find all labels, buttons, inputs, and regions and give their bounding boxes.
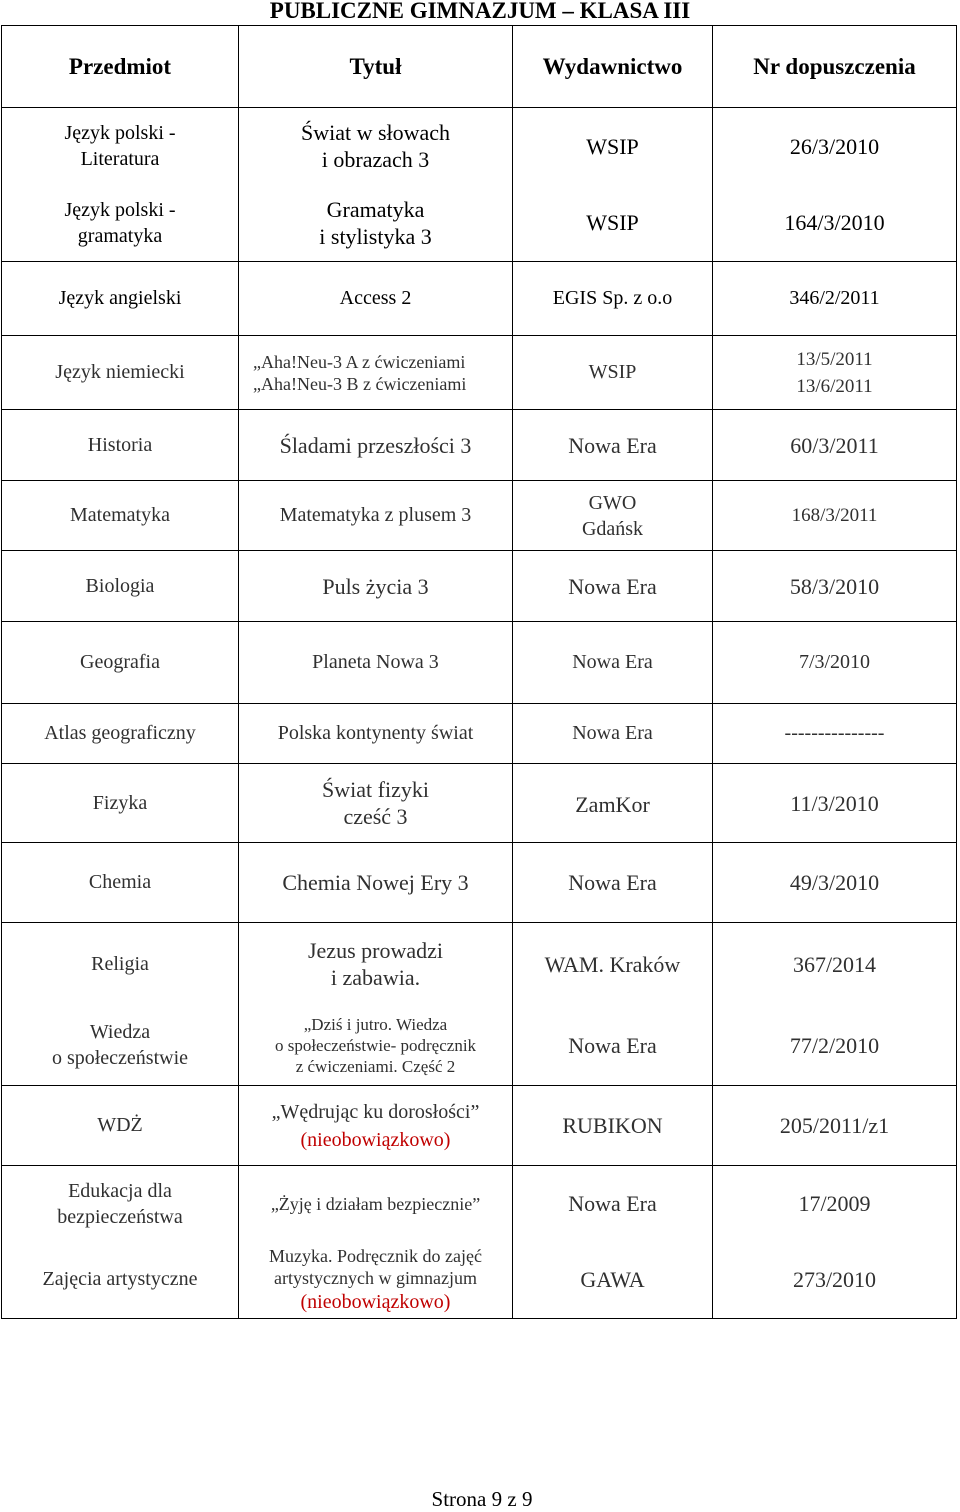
- optional-note: (nieobowiązkowo): [300, 1290, 451, 1313]
- approval-cell: 11/3/2010: [713, 764, 957, 843]
- table-row: [2, 336, 957, 410]
- table-row: [2, 1086, 957, 1166]
- approval-cell: 7/3/2010: [713, 622, 957, 704]
- header-subject: Przedmiot: [2, 26, 239, 108]
- publisher-cell: ZamKor: [513, 764, 713, 843]
- approval-cell: 17/2009: [713, 1166, 957, 1242]
- table-row: [2, 1242, 957, 1319]
- title-text: Muzyka. Podręcznik do zajęć artystycznych w gimnazjum: [269, 1245, 482, 1288]
- table-row: [2, 551, 957, 622]
- publisher-cell: Nowa Era: [513, 622, 713, 704]
- title-cell: Gramatyka i stylistyka 3: [239, 185, 513, 262]
- publisher-cell: Nowa Era: [513, 843, 713, 923]
- publisher-cell: WSIP: [513, 336, 713, 410]
- subject-cell: Język niemiecki: [2, 336, 239, 410]
- title-cell: [239, 1242, 513, 1319]
- header-title: Tytuł: [239, 26, 513, 108]
- title-text: „Wędrując ku dorosłości”: [271, 1100, 480, 1123]
- subject-cell: Atlas geograficzny: [2, 704, 239, 764]
- publisher-cell: GAWA: [513, 1242, 713, 1319]
- subject-cell: Matematyka: [2, 481, 239, 551]
- approval-cell: 168/3/2011: [713, 481, 957, 551]
- table-row: [2, 108, 957, 185]
- publisher-cell: WSIP: [513, 185, 713, 262]
- publisher-cell: Nowa Era: [513, 410, 713, 481]
- table-row: [2, 843, 957, 923]
- publisher-cell: Nowa Era: [513, 704, 713, 764]
- title-cell: „Aha!Neu-3 A z ćwiczeniami „Aha!Neu-3 B z ćwiczeniami: [239, 336, 513, 410]
- title-cell: Polska kontynenty świat: [239, 704, 513, 764]
- approval-cell: 13/5/2011 13/6/2011: [713, 336, 957, 410]
- subject-cell: Wiedza o społeczeństwie: [2, 1006, 239, 1086]
- table-row: [2, 764, 957, 843]
- header-publisher: Wydawnictwo: [513, 26, 713, 108]
- publisher-cell: WAM. Kraków: [513, 923, 713, 1006]
- title-cell: Świat fizyki cześć 3: [239, 764, 513, 843]
- table-row: [2, 262, 957, 336]
- subject-cell: Język angielski: [2, 262, 239, 336]
- subject-cell: Historia: [2, 410, 239, 481]
- subject-cell: WDŻ: [2, 1086, 239, 1166]
- publisher-cell: RUBIKON: [513, 1086, 713, 1166]
- title-cell: Puls życia 3: [239, 551, 513, 622]
- publisher-cell: Nowa Era: [513, 551, 713, 622]
- textbook-table: [1, 25, 957, 1319]
- table-row: [2, 1006, 957, 1086]
- approval-cell: 273/2010: [713, 1242, 957, 1319]
- approval-cell: 26/3/2010: [713, 108, 957, 185]
- table-row: [2, 704, 957, 764]
- title-cell: „Dziś i jutro. Wiedza o społeczeństwie- podręcznik z ćwiczeniami. Część 2: [239, 1006, 513, 1086]
- title-cell: Chemia Nowej Ery 3: [239, 843, 513, 923]
- publisher-cell: Nowa Era: [513, 1166, 713, 1242]
- table-row: [2, 622, 957, 704]
- title-cell: Planeta Nowa 3: [239, 622, 513, 704]
- title-cell: Świat w słowach i obrazach 3: [239, 108, 513, 185]
- table-row: [2, 1166, 957, 1242]
- subject-cell: Biologia: [2, 551, 239, 622]
- title-cell: [239, 1086, 513, 1166]
- approval-cell: 77/2/2010: [713, 1006, 957, 1086]
- title-cell: Śladami przeszłości 3: [239, 410, 513, 481]
- publisher-cell: EGIS Sp. z o.o: [513, 262, 713, 336]
- title-cell: „Żyję i działam bezpiecznie”: [239, 1166, 513, 1242]
- approval-cell: ---------------: [713, 704, 957, 764]
- table-row: [2, 185, 957, 262]
- publisher-cell: GWO Gdańsk: [513, 481, 713, 551]
- table-header-row: [2, 26, 957, 108]
- table-row: [2, 481, 957, 551]
- table-row: [2, 923, 957, 1006]
- approval-cell: 346/2/2011: [713, 262, 957, 336]
- subject-cell: Chemia: [2, 843, 239, 923]
- publisher-cell: WSIP: [513, 108, 713, 185]
- optional-note: (nieobowiązkowo): [300, 1128, 451, 1151]
- header-approval: Nr dopuszczenia: [713, 26, 957, 108]
- subject-cell: Religia: [2, 923, 239, 1006]
- page-number: Strona 9 z 9: [431, 1487, 533, 1511]
- title-cell: Access 2: [239, 262, 513, 336]
- approval-cell: 205/2011/z1: [713, 1086, 957, 1166]
- subject-cell: Edukacja dla bezpieczeństwa: [2, 1166, 239, 1242]
- subject-cell: Język polski - gramatyka: [2, 185, 239, 262]
- approval-cell: 164/3/2010: [713, 185, 957, 262]
- subject-cell: Język polski - Literatura: [2, 108, 239, 185]
- publisher-cell: Nowa Era: [513, 1006, 713, 1086]
- table-row: [2, 410, 957, 481]
- approval-cell: 49/3/2010: [713, 843, 957, 923]
- subject-cell: Geografia: [2, 622, 239, 704]
- page-title: PUBLICZNE GIMNAZJUM – KLASA III: [269, 0, 691, 23]
- approval-cell: 367/2014: [713, 923, 957, 1006]
- title-cell: Jezus prowadzi i zabawia.: [239, 923, 513, 1006]
- subject-cell: Zajęcia artystyczne: [2, 1242, 239, 1319]
- approval-cell: 60/3/2011: [713, 410, 957, 481]
- title-cell: Matematyka z plusem 3: [239, 481, 513, 551]
- approval-cell: 58/3/2010: [713, 551, 957, 622]
- subject-cell: Fizyka: [2, 764, 239, 843]
